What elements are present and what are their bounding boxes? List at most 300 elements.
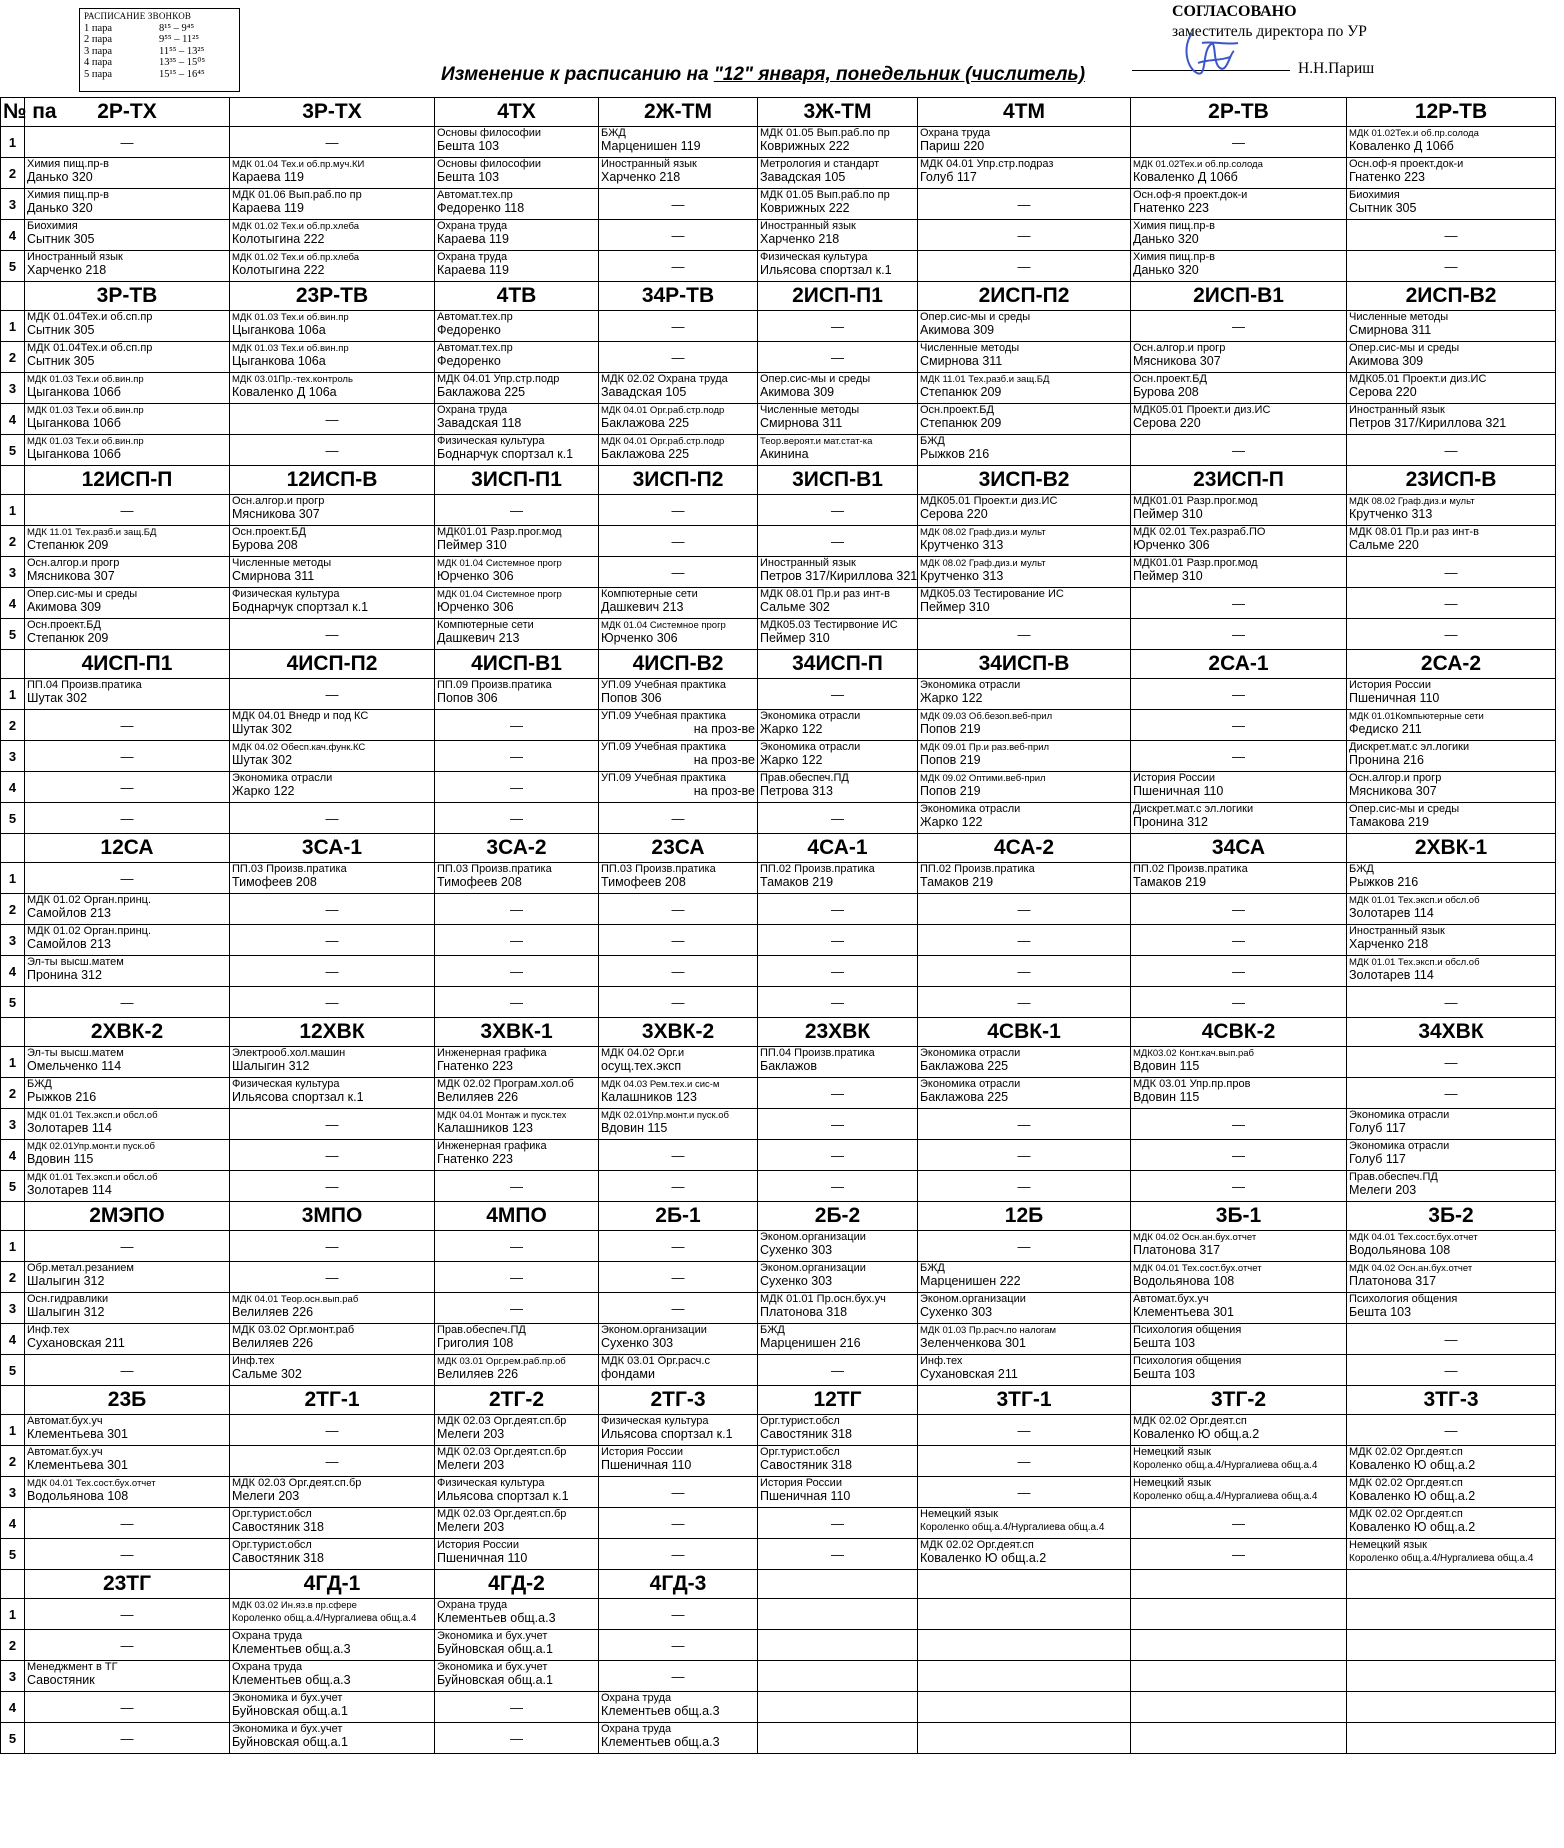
teacher-room: Золотарев 114	[27, 1183, 112, 1197]
pair-row	[1, 495, 1556, 526]
pair-row	[1, 956, 1556, 987]
lesson-cell	[25, 619, 230, 650]
teacher-room: Пшеничная 110	[601, 1458, 692, 1472]
teacher-room: Водольянова 108	[27, 1489, 129, 1503]
lesson-cell	[230, 1324, 435, 1355]
lesson-cell	[25, 435, 230, 466]
lesson-cell	[1347, 1262, 1556, 1293]
group-name: 2Ж-ТМ	[599, 98, 758, 127]
pair-row	[1, 588, 1556, 619]
subject: Эл-ты высш.матем	[27, 956, 124, 968]
subject: Численные методы	[920, 342, 1020, 354]
bell-row	[84, 57, 235, 69]
pair-number: 4	[1, 404, 25, 435]
teacher-room: Коваленко Ю общ.а.2	[1349, 1489, 1476, 1503]
lesson-cell	[1131, 803, 1347, 834]
pair-number: 1	[1, 311, 25, 342]
lesson-cell	[1131, 526, 1347, 557]
pair-row	[1, 894, 1556, 925]
teacher-room: Петрова 313	[760, 784, 833, 798]
lesson-cell	[435, 863, 599, 894]
empty-cell: —	[1131, 588, 1347, 619]
lesson-cell	[25, 1293, 230, 1324]
empty-cell	[918, 1630, 1131, 1661]
subject: Основы философии	[437, 158, 541, 170]
empty-cell	[1347, 1630, 1556, 1661]
pair-number: 4	[1, 956, 25, 987]
teacher-room: Смирнова 311	[920, 354, 1003, 368]
lesson-cell	[25, 342, 230, 373]
subject: МДК 01.01Компьютерные сети	[1349, 711, 1484, 722]
subject: Опер.сис-мы и среды	[920, 311, 1031, 323]
teacher-room: Попов 219	[920, 784, 981, 798]
lesson-cell	[758, 220, 918, 251]
subject: МДК03.02 Конт.кач.вып.раб	[1133, 1048, 1254, 1059]
teacher-room: Баклажова 225	[601, 447, 690, 461]
subject: Немецкий язык	[1133, 1446, 1211, 1458]
subject: БЖД	[601, 127, 626, 139]
lesson-cell	[435, 1415, 599, 1446]
lesson-cell	[1131, 158, 1347, 189]
empty-cell: —	[25, 1539, 230, 1570]
teacher-room: Попов 306	[601, 691, 662, 705]
teacher-room: Юрченко 306	[437, 600, 514, 614]
lesson-cell	[1131, 373, 1347, 404]
pair-number-header	[1, 1018, 25, 1047]
teacher-room: на проз-ве	[693, 753, 755, 767]
lesson-cell	[758, 404, 918, 435]
lesson-cell	[230, 220, 435, 251]
pair-number: 5	[1, 1723, 25, 1754]
subject: Осн.алгор.и прогр	[232, 495, 325, 507]
pair-number: 1	[1, 679, 25, 710]
teacher-room: на проз-ве	[693, 784, 755, 798]
lesson-cell	[1347, 1171, 1556, 1202]
lesson-cell	[1131, 1047, 1347, 1078]
group-header-row	[1, 1570, 1556, 1599]
subject: Эконом.организации	[760, 1231, 866, 1243]
lesson-cell	[435, 1047, 599, 1078]
lesson-cell	[918, 311, 1131, 342]
approver-name: Н.Н.Париш	[1298, 60, 1375, 77]
subject: Экономика отрасли	[920, 679, 1021, 691]
pair-row	[1, 342, 1556, 373]
teacher-room: Харченко 218	[601, 170, 681, 184]
empty-cell: —	[599, 1661, 758, 1692]
lesson-cell	[435, 158, 599, 189]
empty-cell: —	[599, 557, 758, 588]
subject: Биохимия	[1349, 189, 1400, 201]
teacher-room: Пшеничная 110	[760, 1489, 851, 1503]
group-header-row	[1, 834, 1556, 863]
pair-number: 2	[1, 158, 25, 189]
group-name	[918, 1570, 1131, 1599]
lesson-cell	[758, 1446, 918, 1477]
empty-cell: —	[25, 803, 230, 834]
subject: Физическая культура	[437, 1477, 545, 1489]
subject: ПП.02 Произв.пратика	[920, 863, 1035, 875]
pair-row	[1, 373, 1556, 404]
group-name: 23Б	[25, 1386, 230, 1415]
pair-row	[1, 1446, 1556, 1477]
group-name: 23ИСП-В	[1347, 466, 1556, 495]
lesson-cell	[435, 311, 599, 342]
pair-row	[1, 1355, 1556, 1386]
pair-row	[1, 158, 1556, 189]
group-header-row	[1, 98, 1556, 127]
empty-cell: —	[599, 342, 758, 373]
teacher-room: Велиляев 226	[437, 1090, 519, 1104]
lesson-cell	[435, 342, 599, 373]
subject: Опер.сис-мы и среды	[1349, 803, 1460, 815]
lesson-cell	[918, 803, 1131, 834]
lesson-cell	[599, 373, 758, 404]
empty-cell	[758, 1630, 918, 1661]
subject: МДК 04.01 Тех.сост.бух.отчет	[1349, 1232, 1478, 1243]
lesson-cell	[758, 557, 918, 588]
empty-cell: —	[918, 894, 1131, 925]
bell-schedule	[79, 8, 240, 92]
teacher-room: Тамаков 219	[920, 875, 994, 889]
lesson-cell	[1131, 495, 1347, 526]
pair-number: 1	[1, 1231, 25, 1262]
empty-cell: —	[1131, 1539, 1347, 1570]
lesson-cell	[1131, 1355, 1347, 1386]
pair-number: 2	[1, 1630, 25, 1661]
subject: Автомат.бух.уч	[27, 1446, 103, 1458]
group-name	[1347, 1570, 1556, 1599]
empty-cell: —	[758, 803, 918, 834]
lesson-cell	[1131, 1446, 1347, 1477]
empty-cell: —	[230, 925, 435, 956]
lesson-cell	[918, 588, 1131, 619]
teacher-room: Серова 220	[920, 507, 988, 521]
subject: Экономика отрасли	[232, 772, 333, 784]
group-name: 4СА-2	[918, 834, 1131, 863]
empty-cell: —	[599, 526, 758, 557]
teacher-room: Попов 219	[920, 722, 981, 736]
lesson-cell	[1347, 1293, 1556, 1324]
pair-number: 3	[1, 557, 25, 588]
pair-number: 2	[1, 710, 25, 741]
subject: МДК 04.01 Тех.сост.бух.отчет	[27, 1478, 156, 1489]
subject: Охрана труда	[920, 127, 991, 139]
empty-cell: —	[1131, 741, 1347, 772]
subject: МДК05.03 Тестирование ИС	[920, 588, 1064, 600]
subject: ПП.03 Произв.пратика	[232, 863, 347, 875]
empty-cell: —	[1131, 1508, 1347, 1539]
empty-cell: —	[25, 710, 230, 741]
teacher-room: Гнатенко 223	[437, 1152, 513, 1166]
subject: БЖД	[1349, 863, 1374, 875]
group-name	[1131, 1570, 1347, 1599]
lesson-cell	[25, 1262, 230, 1293]
subject: Прав.обеспеч.ПД	[437, 1324, 526, 1336]
title-date: "12" января, понедельник (числитель)	[713, 64, 1086, 85]
teacher-room: Федоренко	[437, 354, 501, 368]
teacher-room: Сытник 305	[27, 232, 95, 246]
lesson-cell	[25, 1477, 230, 1508]
lesson-cell	[25, 158, 230, 189]
subject: История России	[601, 1446, 683, 1458]
empty-cell: —	[1131, 127, 1347, 158]
empty-cell: —	[435, 1231, 599, 1262]
lesson-cell	[435, 435, 599, 466]
teacher-room: Платонова 317	[1133, 1243, 1221, 1257]
subject: Иностранный язык	[601, 158, 697, 170]
empty-cell: —	[230, 987, 435, 1018]
group-name: 3ИСП-В2	[918, 466, 1131, 495]
lesson-cell	[230, 1508, 435, 1539]
lesson-cell	[1347, 158, 1556, 189]
lesson-cell	[918, 679, 1131, 710]
teacher-room: Акимова 309	[1349, 354, 1424, 368]
subject: Экономика и бух.учет	[437, 1661, 548, 1673]
subject: МДК05.01 Проект.и диз.ИС	[1349, 373, 1487, 385]
teacher-room: Баклажова 225	[920, 1090, 1009, 1104]
lesson-cell	[918, 158, 1131, 189]
subject: МДК 04.02 Осн.ан.бух.отчет	[1133, 1232, 1257, 1243]
teacher-room: Данько 320	[27, 201, 93, 215]
lesson-cell	[918, 772, 1131, 803]
lesson-cell	[758, 863, 918, 894]
teacher-room: Марценишен 222	[920, 1274, 1021, 1288]
subject: Инженерная графика	[437, 1047, 547, 1059]
lesson-cell	[599, 435, 758, 466]
lesson-cell	[1131, 220, 1347, 251]
lesson-cell	[435, 1508, 599, 1539]
lesson-cell	[230, 1539, 435, 1570]
subject: МДК 01.06 Вып.раб.по пр	[232, 189, 362, 201]
lesson-cell	[599, 588, 758, 619]
subject: МДК 08.02 Граф.диз.и мульт	[1349, 496, 1475, 507]
lesson-cell	[1347, 1539, 1556, 1570]
teacher-room: Велиляев 226	[437, 1367, 519, 1381]
subject: Экономика и бух.учет	[232, 1723, 343, 1735]
lesson-cell	[435, 1539, 599, 1570]
subject: МДК 04.01 Тех.сост.бух.отчет	[1133, 1263, 1262, 1274]
lesson-cell	[230, 710, 435, 741]
empty-cell	[1131, 1599, 1347, 1630]
empty-cell: —	[758, 1539, 918, 1570]
pair-row	[1, 1661, 1556, 1692]
lesson-cell	[918, 1508, 1131, 1539]
subject: Химия пищ.пр-в	[1133, 220, 1215, 232]
lesson-cell	[1347, 894, 1556, 925]
teacher-room: Пеймер 310	[1133, 507, 1203, 521]
group-name: 23СА	[599, 834, 758, 863]
teacher-room: Велиляев 226	[232, 1336, 314, 1350]
empty-cell: —	[918, 220, 1131, 251]
subject: Электрооб.хол.машин	[232, 1047, 346, 1059]
group-name: 23Р-ТВ	[230, 282, 435, 311]
lesson-cell	[1347, 373, 1556, 404]
empty-cell: —	[918, 189, 1131, 220]
teacher-room: Бешта 103	[1349, 1305, 1412, 1319]
lesson-cell	[25, 1415, 230, 1446]
lesson-cell	[1131, 863, 1347, 894]
subject: Охрана труда	[601, 1723, 672, 1735]
subject: Теор.вероят.и мат.стат-ка	[760, 436, 873, 447]
lesson-cell	[25, 1446, 230, 1477]
subject: История России	[437, 1539, 519, 1551]
empty-cell: —	[435, 1692, 599, 1723]
lesson-cell	[25, 526, 230, 557]
subject: МДК 02.02 Програм.хол.об	[437, 1078, 574, 1090]
subject: Экономика отрасли	[760, 741, 861, 753]
teacher-room: Тимофеев 208	[601, 875, 686, 889]
subject: МДК 02.03 Орг.деят.сп.бр	[437, 1508, 567, 1520]
group-name: 2ТГ-1	[230, 1386, 435, 1415]
subject: Опер.сис-мы и среды	[27, 588, 138, 600]
empty-cell: —	[918, 1140, 1131, 1171]
teacher-room: Омельченко 114	[27, 1059, 122, 1073]
teacher-room: Савостяник 318	[232, 1551, 324, 1565]
subject: МДК 03.01 Упр.пр.пров	[1133, 1078, 1251, 1090]
subject: Численные методы	[1349, 311, 1449, 323]
subject: Иностранный язык	[760, 557, 856, 569]
empty-cell: —	[230, 127, 435, 158]
subject: Охрана труда	[437, 404, 508, 416]
teacher-room: Данько 320	[27, 170, 93, 184]
subject: ПП.02 Произв.пратика	[1133, 863, 1248, 875]
teacher-room: Савостяник	[27, 1673, 95, 1687]
teacher-room: Харченко 218	[27, 263, 107, 277]
lesson-cell	[599, 127, 758, 158]
teacher-room: Золотарев 114	[1349, 968, 1434, 982]
subject: МДК01.01 Разр.прог.мод	[1133, 495, 1258, 507]
empty-cell: —	[1131, 894, 1347, 925]
lesson-cell	[230, 1723, 435, 1754]
lesson-cell	[758, 772, 918, 803]
group-name: 2ИСП-В2	[1347, 282, 1556, 311]
lesson-cell	[758, 588, 918, 619]
subject: История России	[1349, 679, 1431, 691]
subject: Психология общения	[1133, 1324, 1242, 1336]
teacher-room: Сальме 302	[232, 1367, 302, 1381]
lesson-cell	[1131, 1078, 1347, 1109]
title-prefix: Изменение к расписанию на	[441, 64, 714, 85]
lesson-cell	[435, 679, 599, 710]
subject: Физическая культура	[232, 588, 340, 600]
teacher-room: Бурова 208	[1133, 385, 1199, 399]
subject: Экономика и бух.учет	[232, 1692, 343, 1704]
teacher-room: Гнатенко 223	[1349, 170, 1425, 184]
teacher-room: Пронина 312	[1133, 815, 1208, 829]
teacher-room: Короленко общ.а.4/Нургалиева общ.а.4	[1349, 1553, 1534, 1564]
teacher-room: Серова 220	[1349, 385, 1417, 399]
subject: МДК 09.01 Пр.и раз.веб-прил	[920, 742, 1050, 753]
lesson-cell	[1347, 741, 1556, 772]
lesson-cell	[758, 127, 918, 158]
lesson-cell	[25, 1078, 230, 1109]
empty-cell: —	[435, 1171, 599, 1202]
group-name: 2Б-1	[599, 1202, 758, 1231]
pair-number: 5	[1, 1539, 25, 1570]
empty-cell: —	[758, 1171, 918, 1202]
subject: БЖД	[27, 1078, 52, 1090]
pair-number: 3	[1, 925, 25, 956]
teacher-room: Короленко общ.а.4/Нургалиева общ.а.4	[1133, 1460, 1318, 1471]
teacher-room: Боднарчук спортзал к.1	[437, 447, 574, 461]
teacher-room: Короленко общ.а.4/Нургалиева общ.а.4	[232, 1613, 417, 1624]
teacher-room: Пеймер 310	[920, 600, 990, 614]
group-name: 2ИСП-П1	[758, 282, 918, 311]
empty-cell: —	[25, 987, 230, 1018]
teacher-room: Цыганкова 106а	[232, 354, 326, 368]
subject: Охрана труда	[437, 251, 508, 263]
lesson-cell	[599, 741, 758, 772]
pair-row	[1, 189, 1556, 220]
subject: МДК01.01 Разр.прог.мод	[1133, 557, 1258, 569]
empty-cell: —	[25, 1630, 230, 1661]
lesson-cell	[230, 1047, 435, 1078]
bell-schedule-title: РАСПИСАНИЕ ЗВОНКОВ	[84, 11, 192, 21]
subject: УП.09 Учебная практика	[601, 741, 726, 753]
subject: МДК05.03 Тестирвоние ИС	[760, 619, 898, 631]
teacher-room: Вдовин 115	[601, 1121, 668, 1135]
pair-row	[1, 127, 1556, 158]
subject: Осн.алгор.и прогр	[1349, 772, 1442, 784]
schedule-table	[0, 97, 1556, 1754]
pair-number: 2	[1, 526, 25, 557]
pair-number: 5	[1, 987, 25, 1018]
empty-cell: —	[25, 863, 230, 894]
group-name: 3ИСП-П2	[599, 466, 758, 495]
empty-cell: —	[918, 619, 1131, 650]
group-name: 3СА-2	[435, 834, 599, 863]
approval-position: заместитель директора по УР	[1172, 23, 1367, 40]
subject: Иностранный язык	[1349, 404, 1445, 416]
subject: МДК 04.02 Орг.и	[601, 1047, 685, 1059]
teacher-room: Попов 306	[437, 691, 498, 705]
empty-cell: —	[25, 1508, 230, 1539]
teacher-room: Велиляев 226	[232, 1305, 314, 1319]
teacher-room: Караева 119	[437, 263, 509, 277]
empty-cell: —	[1131, 1109, 1347, 1140]
subject: МДК 01.04 Тех.и об.пр.муч.КИ	[232, 159, 365, 170]
subject: МДК 02.01 Тех.разраб.ПО	[1133, 526, 1266, 538]
group-name: 2ХВК-2	[25, 1018, 230, 1047]
empty-cell: —	[25, 772, 230, 803]
group-header-row	[1, 1018, 1556, 1047]
subject: Охрана труда	[601, 1692, 672, 1704]
teacher-room: на проз-ве	[693, 722, 755, 736]
teacher-room: Мелеги 203	[232, 1489, 300, 1503]
subject: Осн.алгор.и прогр	[27, 557, 120, 569]
teacher-room: Рыжков 216	[920, 447, 990, 461]
empty-cell: —	[758, 526, 918, 557]
teacher-room: Сытник 305	[1349, 201, 1417, 215]
subject: Психология общения	[1133, 1355, 1242, 1367]
teacher-room: Степанюк 209	[27, 631, 109, 645]
lesson-cell	[230, 342, 435, 373]
empty-cell: —	[758, 956, 918, 987]
subject: МДК 03.01 Орг.рем.раб.пр.об	[437, 1356, 566, 1367]
lesson-cell	[1347, 1140, 1556, 1171]
pair-number: 3	[1, 1293, 25, 1324]
group-header-row	[1, 1202, 1556, 1231]
empty-cell: —	[230, 1231, 435, 1262]
teacher-room: Сухенко 303	[760, 1243, 833, 1257]
group-name: 4ГД-1	[230, 1570, 435, 1599]
lesson-cell	[599, 1078, 758, 1109]
subject: Эконом.организации	[601, 1324, 707, 1336]
lesson-cell	[25, 1171, 230, 1202]
teacher-room: Коваленко Ю общ.а.2	[1133, 1427, 1260, 1441]
subject: Автомат.тех.пр	[437, 189, 513, 201]
teacher-room: Буйновская общ.а.1	[437, 1673, 553, 1687]
